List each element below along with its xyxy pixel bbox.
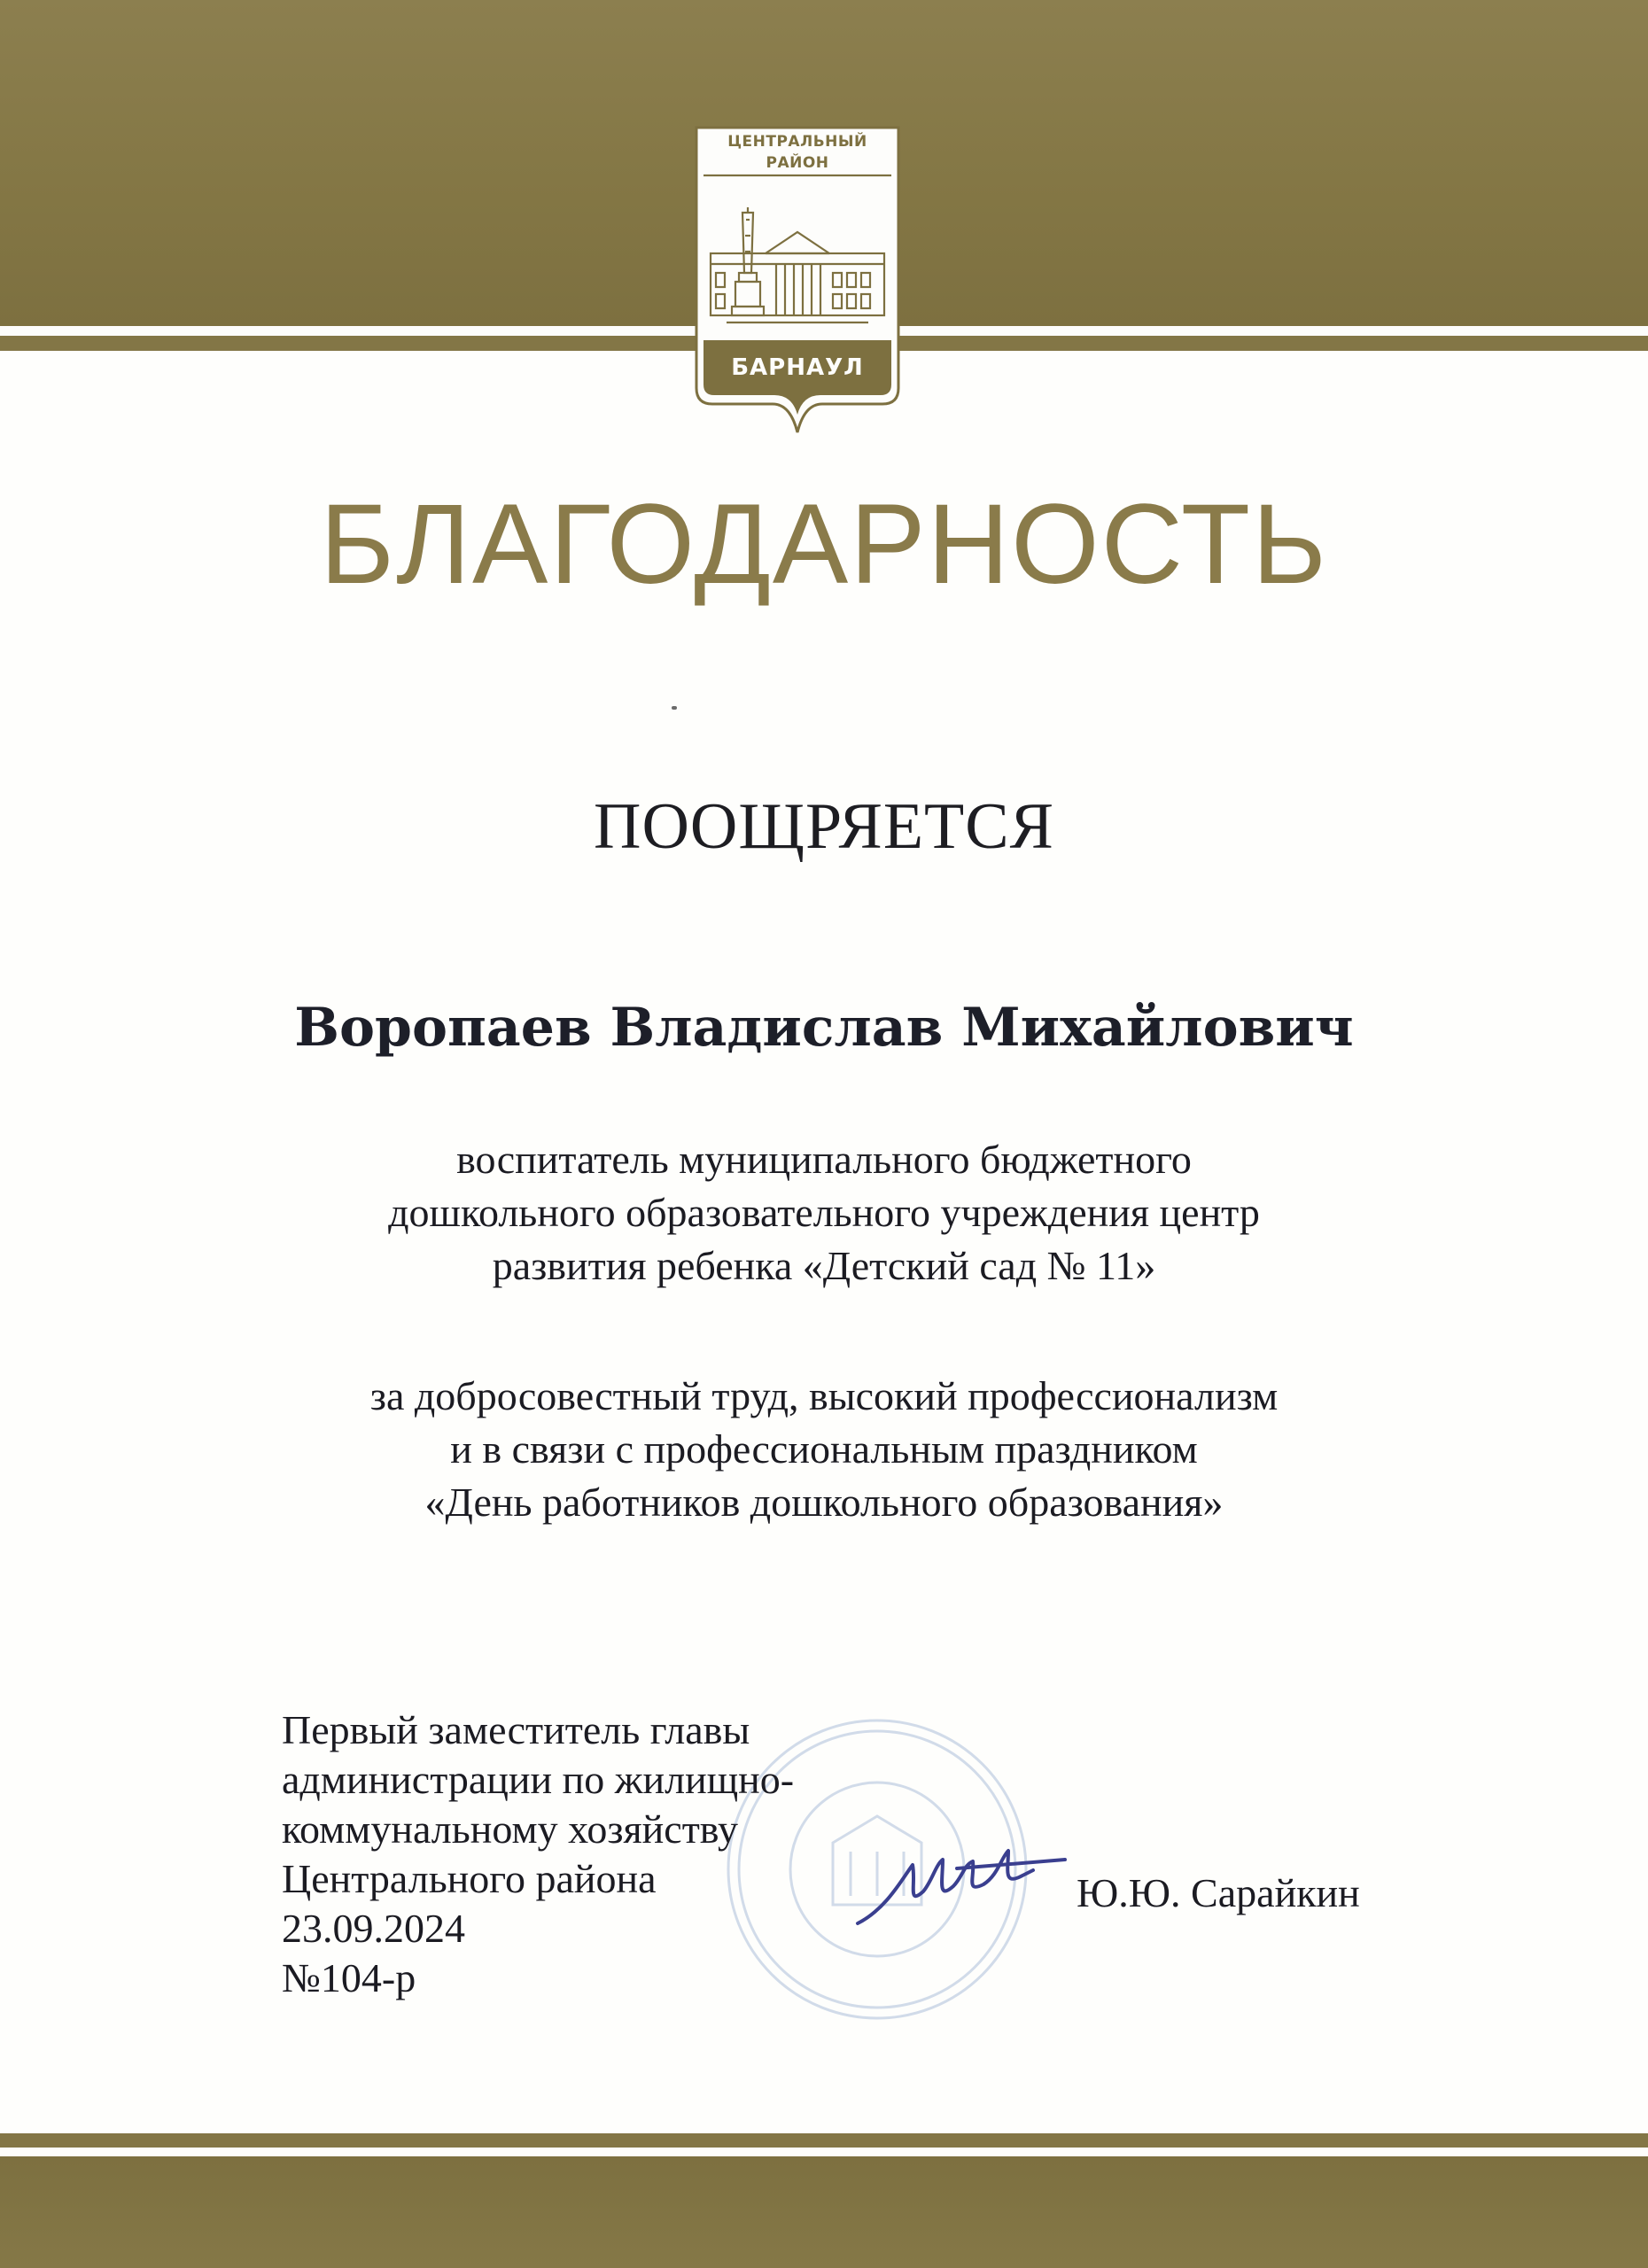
signer-name: Ю.Ю. Сарайкин xyxy=(1077,1870,1360,1915)
bottom-divider-light xyxy=(0,2148,1648,2156)
document-date: 23.09.2024 xyxy=(282,1906,465,1951)
bottom-divider-stripe xyxy=(0,2133,1648,2148)
signer-block xyxy=(282,1705,991,2003)
award-reason xyxy=(0,1370,1648,1529)
bottom-decorative-band xyxy=(0,2156,1648,2268)
paper-speck xyxy=(672,706,677,710)
recipient-position xyxy=(0,1133,1648,1293)
position-line: развития ребенка «Детский сад № 11» xyxy=(492,1243,1156,1288)
barnaul-district-emblem xyxy=(691,122,904,441)
reason-line: и в связи с профессиональным праздником xyxy=(450,1426,1198,1472)
document-number: №104-р xyxy=(282,1955,416,2000)
certificate-subtitle: ПООЩРЯЕТСЯ xyxy=(594,790,1054,863)
recipient-name: Воропаев Владислав Михайлович xyxy=(294,997,1354,1059)
signer-title-line: Центрального района xyxy=(282,1856,657,1901)
emblem-city-label: БАРНАУЛ xyxy=(731,354,864,381)
certificate-title: БЛАГОДАРНОСТЬ xyxy=(319,481,1329,608)
emblem-district-label: ЦЕНТРАЛЬНЫЙ xyxy=(727,133,867,151)
position-line: воспитатель муниципального бюджетного xyxy=(456,1137,1192,1182)
signer-title-line: коммунальному хозяйству xyxy=(282,1806,738,1852)
emblem-district-label-2: РАЙОН xyxy=(766,154,829,172)
position-line: дошкольного образовательного учреждения центр xyxy=(388,1190,1260,1235)
reason-line: «День работников дошкольного образования» xyxy=(424,1480,1224,1525)
reason-line: за добросовестный труд, высокий профессионализм xyxy=(369,1373,1279,1418)
signer-title-line: Первый заместитель главы xyxy=(282,1707,750,1752)
signer-title-line: администрации по жилищно- xyxy=(282,1757,795,1802)
